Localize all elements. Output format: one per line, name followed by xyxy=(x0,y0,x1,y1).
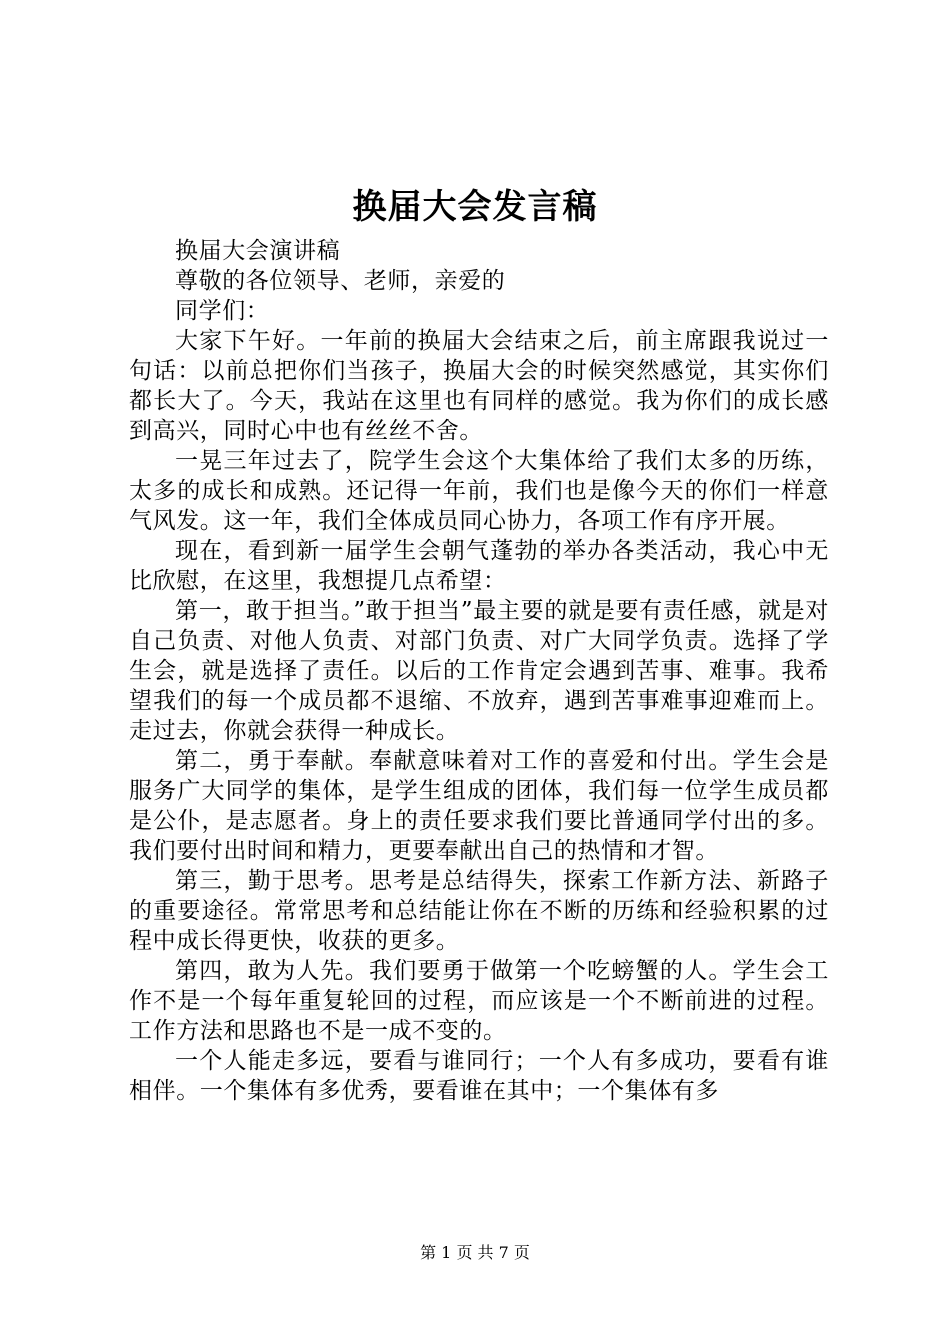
paragraph: 现在，看到新一届学生会朝气蓬勃的举办各类活动，我心中无比欣慰，在这里，我想提几点希望： xyxy=(129,538,829,594)
paragraph: 一个人能走多远，要看与谁同行；一个人有多成功，要看有谁相伴。一个集体有多优秀，要看谁在其中；一个集体有多 xyxy=(129,1048,829,1104)
paragraph-salutation: 尊敬的各位领导、老师，亲爱的 xyxy=(175,268,506,294)
paragraph: 第一，敢于担当。”敢于担当”最主要的就是要有责任感，就是对自己负责、对他人负责、对部门负责、对广大同学负责。选择了学生会，就是选择了责任。以后的工作肯定会遇到苦事、难事。我希望我们的每一个成员都不退缩、不放弃，遇到苦事难事迎难而上。走过去，你就会获得一种成长。 xyxy=(129,598,829,744)
paragraph: 大家下午好。一年前的换届大会结束之后，前主席跟我说过一句话：以前总把你们当孩子，换届大会的时候突然感觉，其实你们都长大了。今天，我站在这里也有同样的感觉。我为你们的成长感到高兴，同时心中也有丝丝不舍。 xyxy=(129,328,829,444)
paragraph: 第三，勤于思考。思考是总结得失，探索工作新方法、新路子的重要途径。常常思考和总结能让你在不断的历练和经验积累的过程中成长得更快，收获的更多。 xyxy=(129,868,829,954)
paragraph-salutation-cont: 同学们： xyxy=(175,298,270,324)
paragraph: 一晃三年过去了，院学生会这个大集体给了我们太多的历练，太多的成长和成熟。还记得一年前，我们也是像今天的你们一样意气风发。这一年，我们全体成员同心协力，各项工作有序开展。 xyxy=(129,448,829,534)
page-number-footer: 第 1 页 共 7 页 xyxy=(420,1243,530,1262)
paragraph: 第四，敢为人先。我们要勇于做第一个吃螃蟹的人。学生会工作不是一个每年重复轮回的过程，而应该是一个不断前进的过程。工作方法和思路也不是一成不变的。 xyxy=(129,958,829,1044)
paragraph: 第二，勇于奉献。奉献意味着对工作的喜爱和付出。学生会是服务广大同学的集体，是学生组成的团体，我们每一位学生成员都是公仆，是志愿者。身上的责任要求我们要比普通同学付出的多。我们要付出时间和精力，更要奉献出自己的热情和才智。 xyxy=(129,748,829,864)
document-title: 换届大会发言稿 xyxy=(352,187,598,227)
paragraph-speech-heading: 换届大会演讲稿 xyxy=(175,238,341,264)
document-body xyxy=(129,236,829,1106)
